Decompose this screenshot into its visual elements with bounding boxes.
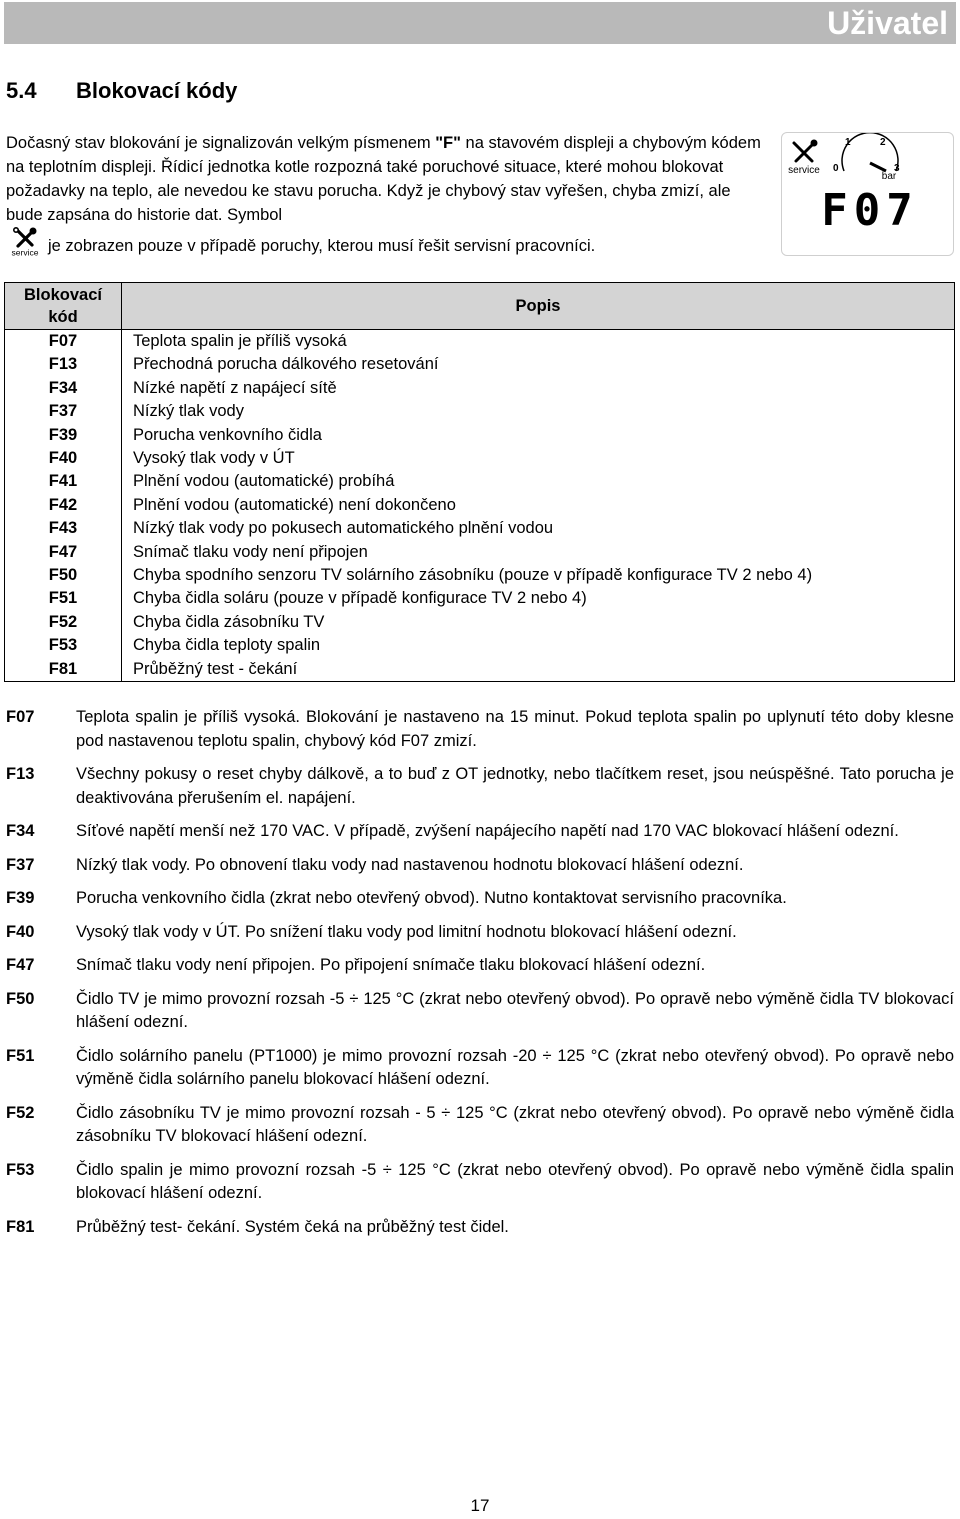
- table-row: F43 Nízký tlak vody po pokusech automatického plnění vodou: [5, 517, 955, 540]
- detail-text: Průběžný test- čekání. Systém čeká na průběžný test čidel.: [76, 1217, 509, 1236]
- intro-paragraph: [6, 131, 768, 258]
- gauge-needle: [870, 163, 886, 171]
- service-icon-label: service: [11, 247, 39, 257]
- detail-item: [6, 820, 954, 844]
- detail-text: Snímač tlaku vody není připojen. Po připojení snímače tlaku blokovací hlášení odezní.: [76, 956, 706, 974]
- detail-item: [6, 1045, 954, 1092]
- page-number: 17: [470, 1496, 490, 1515]
- table-header-desc: Popis: [122, 283, 955, 330]
- table-row: F07 Teplota spalin je příliš vysoká: [5, 330, 955, 354]
- detail-item: [6, 954, 954, 978]
- detail-item: [6, 1102, 954, 1149]
- detail-text: Čidlo solárního panelu (PT1000) je mimo provozní rozsah -20 ÷ 125 °C (zkrat nebo otevřený obvod). Po opravě nebo výměně čidla solárního panelu blokovací hlášení odezní.: [76, 1046, 954, 1088]
- detail-item: [6, 706, 954, 753]
- section-number: 5.4: [6, 78, 37, 103]
- header-bar: [4, 2, 956, 44]
- gauge-label-0: 0: [833, 163, 839, 174]
- intro-text-2: na stavovém displeji a chybovým kódem na teplotním displeji. Řídicí jednotka kotle rozpozná také poruchové situace, které mohou blokovat požadavky na teplo, ale nevedou ke stavu porucha. Když je chybový stav vyřešen, chyba zmizí, ale bude zapsána do historie dat. Symbol: [6, 134, 761, 224]
- detail-text: Čidlo zásobníku TV je mimo provozní rozsah - 5 ÷ 125 °C (zkrat nebo otevřený obvod). Po opravě nebo výměně čidla zásobníku TV blokovací hlášení odezní.: [76, 1103, 954, 1145]
- detail-item: [6, 763, 954, 810]
- intro-bold-f: "F": [435, 134, 461, 152]
- table-row: F39 Porucha venkovního čidla: [5, 424, 955, 447]
- table-row: F40 Vysoký tlak vody v ÚT: [5, 447, 955, 470]
- detail-item: [6, 988, 954, 1035]
- table-row: F47 Snímač tlaku vody není připojen: [5, 541, 955, 564]
- detail-code: F34: [6, 822, 35, 840]
- intro-text-1: Dočasný stav blokování je signalizován velkým písmenem: [6, 134, 436, 152]
- detail-code: F81: [6, 1217, 35, 1236]
- detail-text: Čidlo spalin je mimo provozní rozsah -5 ÷ 125 °C (zkrat nebo otevřený obvod). Po opravě nebo výměně čidla spalin blokovací hlášení odezní.: [76, 1160, 954, 1202]
- detail-text: Všechny pokusy o reset chyby dálkově, a to buď z OT jednotky, nebo tlačítkem reset, jsou neúspěšné. Tato porucha je deaktivována přerušením el. napájení.: [76, 765, 954, 807]
- table-row: F53 Chyba čidla teploty spalin: [5, 634, 955, 657]
- display-error-code: F07: [821, 185, 919, 236]
- detail-code: F37: [6, 855, 35, 874]
- detail-code: F39: [6, 889, 35, 907]
- detail-item: [6, 1159, 954, 1206]
- detail-text: Síťové napětí menší než 170 VAC. V případě, zvýšení napájecího napětí nad 170 VAC blokovací hlášení odezní.: [76, 822, 899, 840]
- table-row: F52 Chyba čidla zásobníku TV: [5, 611, 955, 634]
- service-wrench-icon: [8, 227, 42, 257]
- section-title: Blokovací kódy: [76, 78, 238, 103]
- detail-code: F50: [6, 989, 35, 1008]
- code-details: [6, 706, 954, 1239]
- gauge-label-1: 1: [845, 137, 851, 148]
- detail-code: F52: [6, 1103, 35, 1122]
- detail-item: [6, 921, 954, 945]
- detail-text: Teplota spalin je příliš vysoká. Blokování je nastaveno na 15 minut. Pokud teplota spalin po uplynutí této doby klesne pod nastavenou teplotu spalin, chybový kód F07 zmizí.: [76, 708, 954, 750]
- detail-text: Vysoký tlak vody v ÚT. Po snížení tlaku vody pod limitní hodnotu blokovací hlášení odezní.: [76, 922, 737, 941]
- detail-code: F13: [6, 765, 35, 783]
- detail-item: [6, 887, 954, 911]
- detail-item: [6, 1216, 954, 1240]
- header-title: Uživatel: [827, 5, 948, 41]
- table-header-code: Blokovací kód: [5, 283, 122, 330]
- detail-text: Čidlo TV je mimo provozní rozsah -5 ÷ 125 °C (zkrat nebo otevřený obvod). Po opravě nebo výměně čidla TV blokovací hlášení odezní.: [76, 989, 954, 1031]
- display-wrench-icon: [794, 143, 814, 161]
- display-graphic: [782, 133, 953, 255]
- detail-code: F07: [6, 708, 35, 726]
- detail-text: Nízký tlak vody. Po obnovení tlaku vody nad nastavenou hodnotu blokovací hlášení odezní.: [76, 855, 744, 874]
- table-row: F37 Nízký tlak vody: [5, 400, 955, 423]
- table-row: F34 Nízké napětí z napájecí sítě: [5, 377, 955, 400]
- gauge-label-3: 3: [894, 163, 900, 174]
- detail-text: Porucha venkovního čidla (zkrat nebo otevřený obvod). Nutno kontaktovat servisního pracovníka.: [76, 889, 787, 907]
- detail-code: F47: [6, 956, 35, 974]
- detail-code: F53: [6, 1160, 35, 1179]
- intro-text-3: je zobrazen pouze v případě poruchy, kterou musí řešit servisní pracovníci.: [48, 237, 596, 255]
- table-row: F81 Průběžný test - čekání: [5, 658, 955, 682]
- detail-item: [6, 854, 954, 878]
- boiler-display: [781, 132, 954, 256]
- table-row: F51 Chyba čidla soláru (pouze v případě konfigurace TV 2 nebo 4): [5, 587, 955, 610]
- table-row: F42 Plnění vodou (automatické) není dokončeno: [5, 494, 955, 517]
- section-heading: [6, 76, 237, 106]
- display-service-label: service: [788, 165, 820, 176]
- detail-code: F51: [6, 1046, 35, 1065]
- table-row: F13 Přechodná porucha dálkového resetování: [5, 353, 955, 376]
- table-row: F41 Plnění vodou (automatické) probíhá: [5, 470, 955, 493]
- gauge-label-2: 2: [880, 137, 886, 148]
- blocking-codes-table: [4, 282, 955, 682]
- detail-code: F40: [6, 922, 35, 941]
- gauge-unit: bar: [881, 171, 897, 182]
- table-row: F50 Chyba spodního senzoru TV solárního zásobníku (pouze v případě konfigurace TV 2 nebo 4): [5, 564, 955, 587]
